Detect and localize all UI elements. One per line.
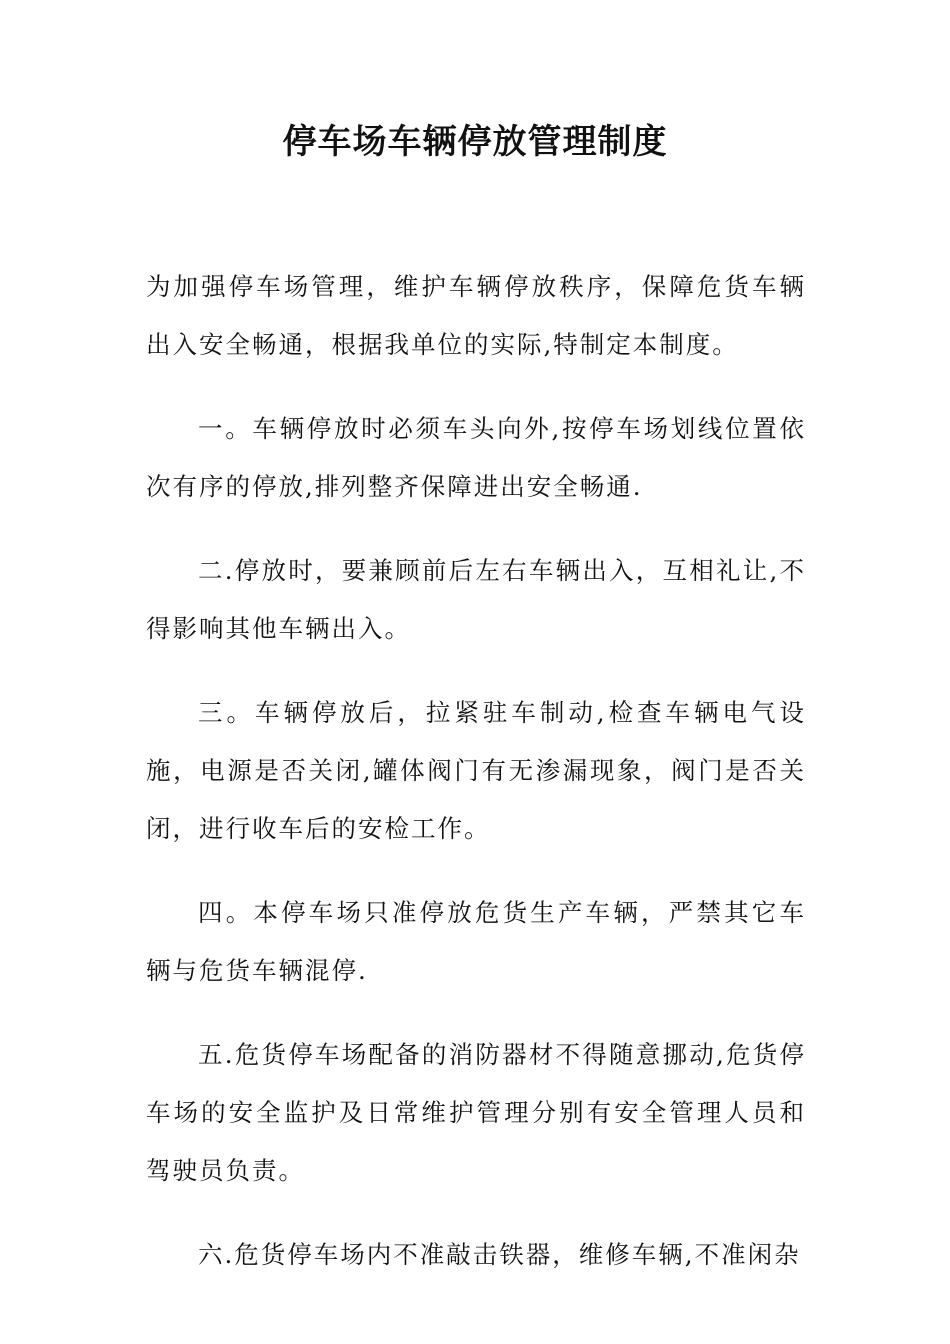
rule-paragraph-3: 三。车辆停放后，拉紧驻车制动,检查车辆电气设施，电源是否关闭,罐体阀门有无渗漏现象，阀门是否关闭，进行收车后的安检工作。 bbox=[146, 698, 806, 843]
document-body bbox=[146, 258, 806, 1310]
rule-paragraph-1: 一。车辆停放时必须车头向外,按停车场划线位置依次有序的停放,排列整齐保障进出安全畅通. bbox=[146, 414, 806, 501]
rule-paragraph-5: 五.危货停车场配备的消防器材不得随意挪动,危货停车场的安全监护及日常维护管理分别有安全管理人员和驾驶员负责。 bbox=[146, 1040, 806, 1185]
rule-paragraph-4: 四。本停车场只准停放危货生产车辆，严禁其它车辆与危货车辆混停. bbox=[146, 898, 806, 985]
rule-paragraph-2: 二.停放时，要兼顾前后左右车辆出入，互相礼让,不得影响其他车辆出入。 bbox=[146, 556, 806, 643]
document-title: 停车场车辆停放管理制度 bbox=[282, 122, 668, 162]
intro-paragraph: 为加强停车场管理，维护车辆停放秩序，保障危货车辆出入安全畅通，根据我单位的实际,特制定本制度。 bbox=[146, 272, 806, 359]
rule-paragraph-6: 六.危货停车场内不准敲击铁器，维修车辆,不准闲杂 bbox=[198, 1240, 801, 1269]
